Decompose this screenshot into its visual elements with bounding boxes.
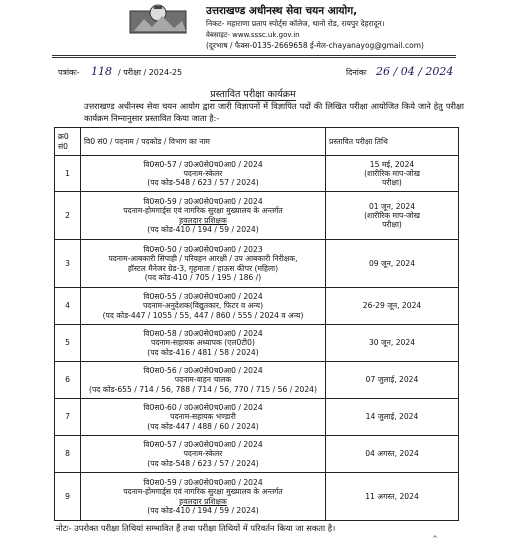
row-post-details: [81, 288, 326, 325]
row-sno: 7: [55, 399, 81, 436]
patrank-number: 118: [91, 65, 112, 78]
post-name-cont: हॉस्टल मैनेजर ग्रेड-3, गृहमाता / हाऊस कीपर (महिला): [127, 263, 279, 273]
exam-date-note: (शारीरिक माप-जोख: [364, 168, 420, 178]
exam-date-note-cont: परीक्षा): [382, 220, 402, 230]
exam-date: 26-29 जून, 2024: [362, 301, 422, 311]
exam-date-note-cont: परीक्षा): [382, 178, 402, 188]
row-sno: 6: [55, 362, 81, 399]
column-header-sno: क्र0 सं0: [55, 128, 81, 156]
page-title-text: प्रस्तावित परीक्षा कार्यक्रम: [210, 89, 296, 100]
exam-date: 04 अगस्त, 2024: [365, 449, 419, 459]
row-sno: 3: [55, 240, 81, 288]
table-row: [55, 362, 459, 399]
advt-number: वि0स0-58 / उ0अ0से0च0आ0 / 2024: [143, 329, 263, 339]
row-post-details: [81, 156, 326, 192]
row-post-details: [81, 362, 326, 399]
date-label: दिनांकः: [346, 68, 367, 77]
row-post-details: [81, 473, 326, 521]
row-exam-date: [326, 473, 459, 521]
table-row: [55, 473, 459, 521]
post-name-cont: हवलदार प्रशिक्षक: [179, 496, 227, 506]
advt-number: वि0स0-57 / उ0अ0से0च0आ0 / 2024: [143, 159, 263, 169]
row-exam-date: [326, 399, 459, 436]
table-row: [55, 399, 459, 436]
exam-date-note: (शारीरिक माप-जोख: [364, 210, 420, 220]
post-name-cont: हवलदार प्रशिक्षक: [179, 215, 227, 225]
post-name: पदनाम-सहायक अध्यापक (एल0टी0): [151, 338, 255, 348]
organization-contact: (दूरभाष / फैक्स-0135-2669658 ई-मेल-chayanayog@gmail.com): [206, 41, 424, 50]
date-value: 26 / 04 / 2024: [376, 65, 454, 78]
post-code: (पद कोड-410 / 705 / 195 / 186 /): [144, 272, 262, 282]
post-name: पदनाम-होमगार्ड्स एवं नागरिक सुरक्षा मुख्यालय के अन्तर्गत: [123, 206, 283, 216]
post-code: (पद कोड-548 / 623 / 57 / 2024): [147, 178, 259, 188]
row-exam-date: [326, 436, 459, 473]
page-title: [0, 87, 506, 100]
post-name: पदनाम-स्केलर: [183, 449, 223, 459]
patrank-label: पत्रांकः-: [58, 68, 80, 77]
footer-mark: ^: [432, 535, 438, 543]
table-row: [55, 240, 459, 288]
row-exam-date: [326, 156, 459, 192]
post-name: पदनाम-अनुदेशक(विद्युतकार, फिटर व अन्य): [142, 301, 264, 311]
patrank-suffix: / परीक्षा / 2024-25: [118, 68, 183, 77]
advt-number: वि0स0-59 / उ0अ0से0च0आ0 / 2024: [143, 197, 263, 207]
post-code: (पद कोड-447 / 488 / 60 / 2024): [147, 421, 259, 431]
post-code: (पद कोड-447 / 1055 / 55, 447 / 860 / 555 / 2024 व अन्य): [102, 310, 304, 320]
exam-date: 30 जून, 2024: [368, 338, 416, 348]
post-code: (पद कोड-410 / 194 / 59 / 2024): [147, 505, 259, 515]
reference-row: [58, 65, 458, 83]
row-post-details: [81, 436, 326, 473]
row-exam-date: [326, 192, 459, 240]
column-header-post: वि0 सं0 / पदनाम / पदकोड / विभाग का नाम: [81, 128, 326, 156]
letterhead: [0, 0, 506, 58]
exam-date: 01 जून, 2024: [368, 201, 416, 211]
row-sno: 1: [55, 156, 81, 192]
post-name: पदनाम-सहायक भण्डारी: [170, 412, 236, 422]
post-code: (पद कोड-410 / 194 / 59 / 2024): [147, 224, 259, 234]
row-sno: 4: [55, 288, 81, 325]
organization-name: उत्तराखण्ड अधीनस्थ सेवा चयन आयोग,: [206, 5, 358, 17]
footnote: नोटः- उपरोक्त परीक्षा तिथियां सम्भावित हैं तथा परीक्षा तिथियों में परिवर्तन किया जा सकता है।: [56, 523, 336, 533]
exam-schedule-table: [54, 127, 459, 521]
post-code: (पद कोड-548 / 623 / 57 / 2024): [147, 458, 259, 468]
organization-address: निकट- महाराणा प्रताप स्पोर्ट्स कॉलेज, थानो रोड, रायपुर देहरादून।: [206, 19, 385, 28]
post-code: (पद कोड-655 / 714 / 56, 788 / 714 / 56, 770 / 715 / 56 / 2024): [89, 384, 317, 394]
advt-number: वि0स0-55 / उ0अ0से0च0आ0 / 2024: [143, 292, 263, 302]
row-sno: 9: [55, 473, 81, 521]
row-sno: 2: [55, 192, 81, 240]
advt-number: वि0स0-59 / उ0अ0से0च0आ0 / 2024: [143, 478, 263, 488]
row-post-details: [81, 399, 326, 436]
advt-number: वि0स0-56 / उ0अ0से0च0आ0 / 2024: [143, 366, 263, 376]
row-sno: 5: [55, 325, 81, 362]
post-name: पदनाम-आबकारी सिपाही / परिवहन आरक्षी / उप आबकारी निरीक्षक,: [108, 254, 298, 264]
row-exam-date: [326, 288, 459, 325]
row-post-details: [81, 240, 326, 288]
exam-date: 14 जुलाई, 2024: [365, 412, 419, 422]
table-row: [55, 192, 459, 240]
post-name: पदनाम-होमगार्ड्स एवं नागरिक सुरक्षा मुख्यालय के अन्तर्गत: [123, 487, 283, 497]
table-row: [55, 436, 459, 473]
row-exam-date: [326, 362, 459, 399]
table-row: [55, 156, 459, 192]
exam-date: 15 मई, 2024: [369, 159, 415, 169]
row-post-details: [81, 325, 326, 362]
advt-number: वि0स0-57 / उ0अ0से0च0आ0 / 2024: [143, 440, 263, 450]
post-code: (पद कोड-416 / 481 / 58 / 2024): [147, 347, 259, 357]
column-header-date: प्रस्तावित परीक्षा तिथि: [326, 128, 459, 156]
row-exam-date: [326, 240, 459, 288]
header-divider-second: [52, 57, 456, 58]
header-divider: [52, 55, 456, 56]
post-name: पदनाम-वाहन चालक: [174, 375, 232, 385]
table-header-row: [55, 128, 459, 156]
table-row: [55, 325, 459, 362]
row-exam-date: [326, 325, 459, 362]
post-name: पदनाम-स्केलर: [183, 168, 223, 178]
commission-emblem-icon: [128, 3, 188, 37]
table-row: [55, 288, 459, 325]
row-post-details: [81, 192, 326, 240]
row-sno: 8: [55, 436, 81, 473]
advt-number: वि0स0-50 / उ0अ0से0च0आ0 / 2023: [143, 245, 263, 255]
exam-date: 11 अगस्त, 2024: [365, 491, 419, 501]
exam-date: 07 जुलाई, 2024: [365, 375, 419, 385]
organization-website: वेबसाइट- www.sssc.uk.gov.in: [206, 31, 300, 39]
advt-number: वि0स0-60 / उ0अ0से0च0आ0 / 2024: [143, 403, 263, 413]
intro-paragraph: उत्तराखण्ड अधीनस्थ सेवा चयन आयोग द्वारा जारी विज्ञापनों में विज्ञापित पदों की लिखित परीक्षा आयोजित किये जाने हेतु परीक्षा कार्यक्रम निम्नानुसार प्रस्तावित किया जाता है:-: [84, 101, 464, 123]
exam-date: 09 जून, 2024: [368, 258, 416, 268]
